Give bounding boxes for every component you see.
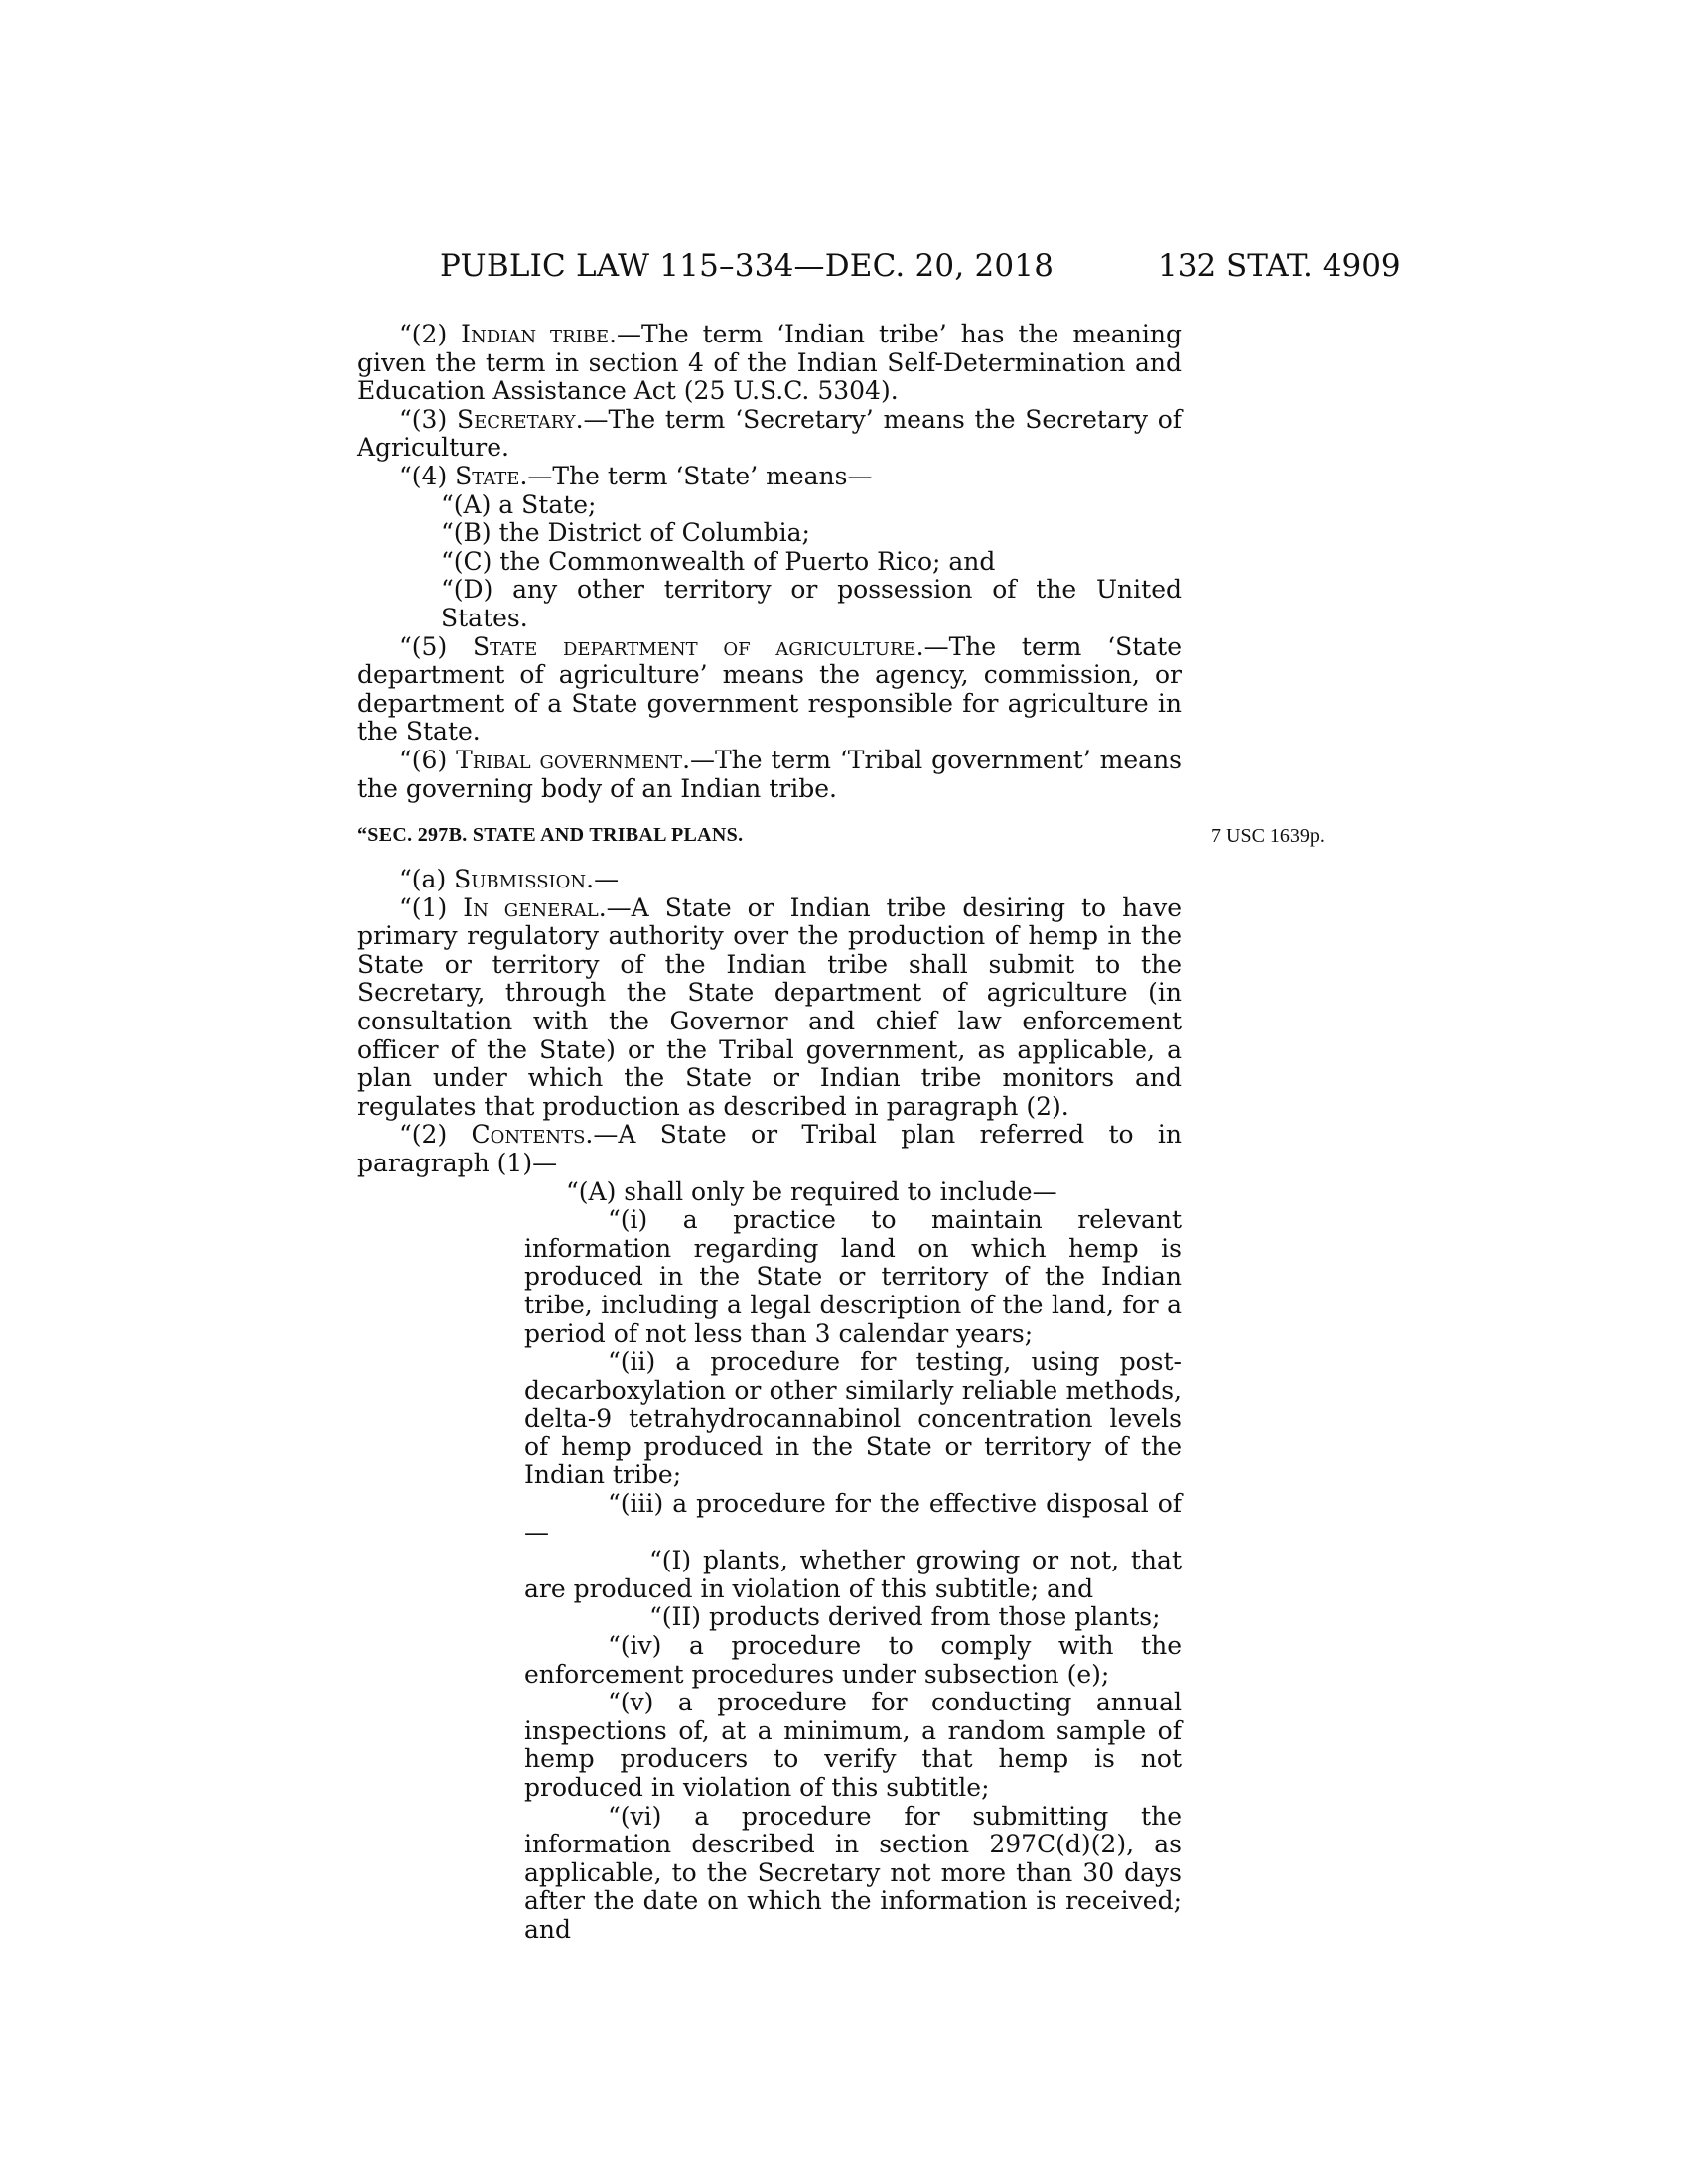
subparagraph-a: “(A) shall only be required to include— xyxy=(566,1176,1057,1206)
clause-i: “(i) a practice to maintain relevant information regarding land on which hemp is produced in the State or territory of the Indian tribe, including a legal description of the land, for a period of not less than 3 calendar years; xyxy=(524,1205,1182,1348)
clause-iv: “(iv) a procedure to comply with the enforcement procedures under subsection (e); xyxy=(524,1631,1182,1689)
definition-indian-tribe: “(2) Indian tribe.—The term ‘Indian tribe’ has the meaning given the term in section 4 of the Indian Self-Determination and Education Assistance Act (25 U.S.C. 5304). xyxy=(357,320,1183,406)
statute-page-reference: 132 STAT. 4909 xyxy=(1158,248,1401,284)
definition-state-department-of-agriculture: “(5) State department of agriculture.—The term ‘State department of agriculture’ means the agency, commission, or department of a State government responsible for agriculture in the State. xyxy=(357,631,1182,747)
state-item-d: “(D) any other territory or possession of the United States. xyxy=(441,575,1182,632)
usc-margin-note: 7 USC 1639p. xyxy=(1211,825,1325,847)
term-contents: Contents xyxy=(471,1120,586,1150)
subsection-a-submission: “(a) Submission.— xyxy=(399,865,620,893)
running-header-title: PUBLIC LAW 115–334—DEC. 20, 2018 xyxy=(440,248,1055,284)
state-tribal-plans-block xyxy=(357,866,1182,1945)
term-submission: Submission xyxy=(454,865,587,893)
paragraph-1-in-general: “(1) In general.—A State or Indian tribe desiring to have primary regulatory authority over the production of hemp in the State or territory of the Indian tribe shall submit to the Secretary, through the State department of agriculture (in consultation with the Governor and chief law enforcement officer of the State) or the Tribal government, as applicable, a plan under which the State or Indian tribe monitors and regulates that production as described in paragraph (2). xyxy=(357,892,1182,1121)
term-state-department-of-agriculture: State department of agriculture xyxy=(472,631,916,661)
clause-vi: “(vi) a procedure for submitting the information described in section 297C(d)(2), as applicable, to the Secretary not more than 30 days after the date on which the information is received; and xyxy=(524,1801,1182,1944)
subclause-II: “(II) products derived from those plants; xyxy=(649,1602,1161,1632)
paragraph-2-contents: “(2) Contents.—A State or Tribal plan referred to in paragraph (1)— xyxy=(357,1120,1182,1177)
subclause-I: “(I) plants, whether growing or not, that are produced in violation of this subtitle; and xyxy=(524,1546,1182,1603)
term-indian-tribe: Indian tribe xyxy=(461,320,610,348)
clause-v: “(v) a procedure for conducting annual inspections of, at a minimum, a random sample of hemp producers to verify that hemp is not produced in violation of this subtitle; xyxy=(524,1688,1182,1802)
definition-state: “(4) State.—The term ‘State’ means— xyxy=(399,461,873,490)
state-item-a: “(A) a State; xyxy=(441,489,597,519)
definitions-block xyxy=(357,321,1182,803)
state-item-c: “(C) the Commonwealth of Puerto Rico; and xyxy=(441,546,996,576)
clause-iii: “(iii) a procedure for the effective disposal of— xyxy=(524,1489,1182,1547)
definition-secretary: “(3) Secretary.—The term ‘Secretary’ means the Secretary of Agriculture. xyxy=(357,404,1183,463)
term-tribal-government: Tribal government xyxy=(456,745,683,774)
section-heading: “SEC. 297B. STATE AND TRIBAL PLANS. xyxy=(357,824,744,846)
term-secretary: Secretary xyxy=(456,404,576,434)
term-state: State xyxy=(455,461,520,490)
state-item-b: “(B) the District of Columbia; xyxy=(441,518,810,548)
definition-tribal-government: “(6) Tribal government.—The term ‘Tribal government’ means the governing body of an Indian tribe. xyxy=(357,745,1183,803)
term-in-general: In general xyxy=(463,892,599,922)
clause-ii: “(ii) a procedure for testing, using post-decarboxylation or other similarly reliable methods, delta-9 tetrahydrocannabinol concentration levels of hemp produced in the State or territory of the Indian tribe; xyxy=(524,1347,1182,1490)
